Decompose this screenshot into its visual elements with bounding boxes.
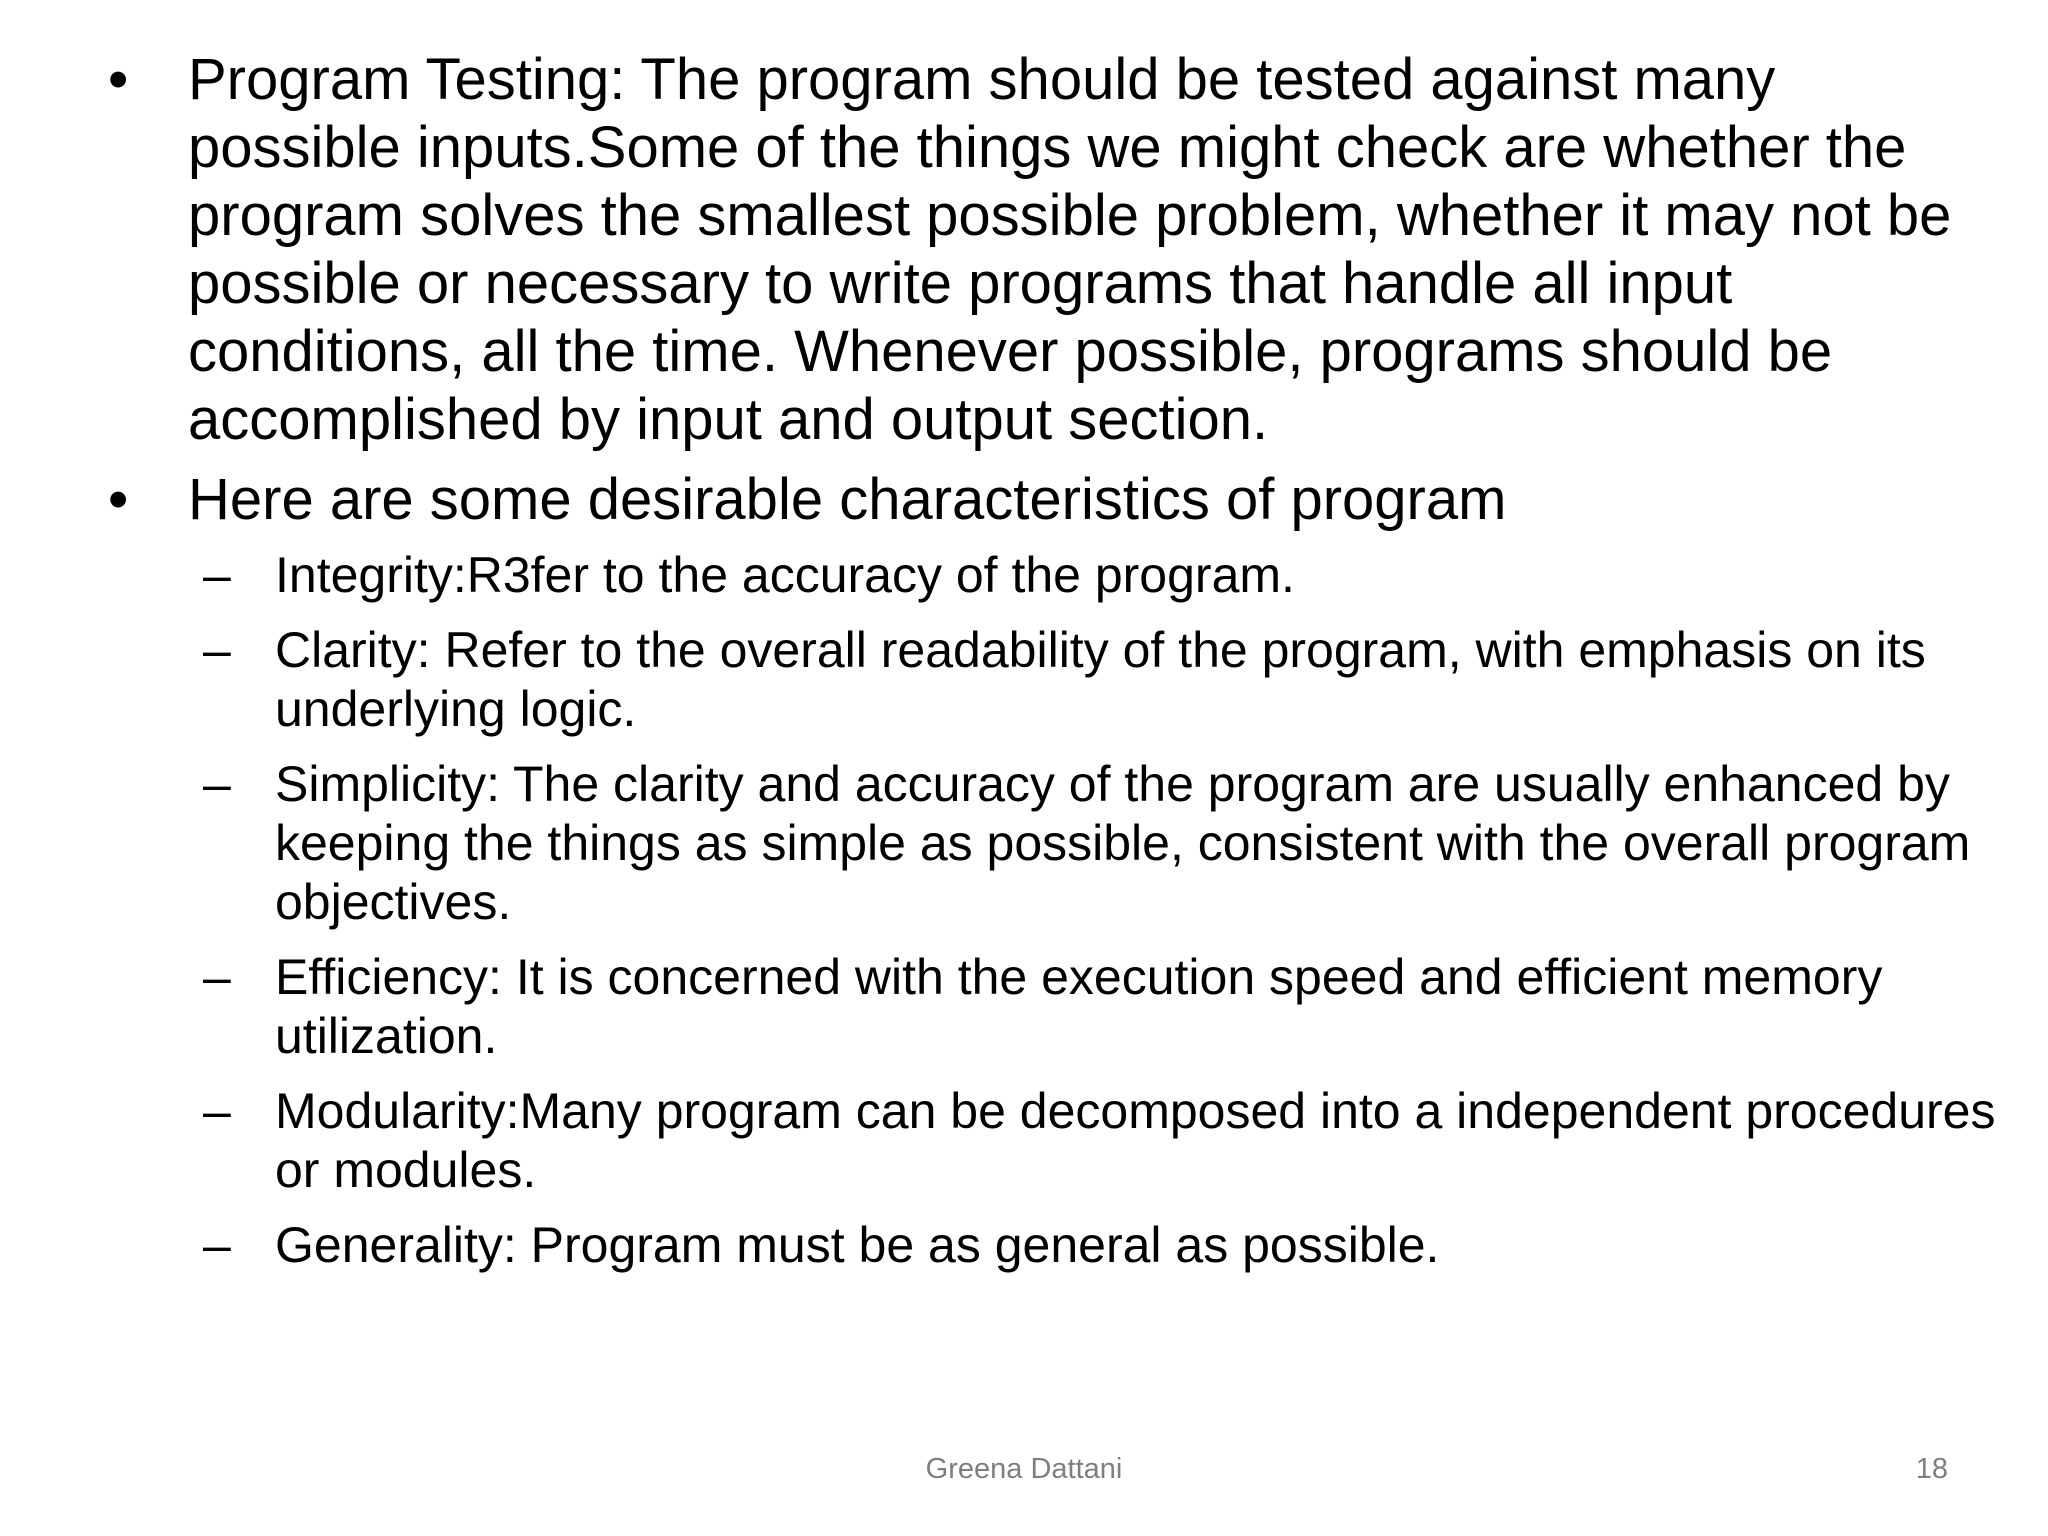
sub-item-text: Simplicity: The clarity and accuracy of the program are usually enhanced by keeping the things as simple as possible, consistent with the overall program objectives. (275, 756, 1971, 930)
bullet-text: Here are some desirable characteristics of program (188, 467, 1507, 532)
sub-item-efficiency (100, 948, 2000, 1066)
sub-item-text: Modularity:Many program can be decomposed into a independent procedures or modules. (275, 1083, 1996, 1198)
dash-marker: – (203, 1083, 231, 1139)
dash-marker: – (203, 1217, 231, 1273)
slide-body (100, 46, 2000, 1291)
characteristics-list (100, 546, 2000, 1275)
sub-item-text: Clarity: Refer to the overall readability of the program, with emphasis on its underlying logic. (275, 622, 1926, 737)
bullet-text: Program Testing: The program should be tested against many possible inputs.Some of the things we might check are whether the program solves the smallest possible problem, whether it may not be possible or necessary to write programs that handle all input conditions, all the time. Whenever possible, programs should be accomplished by input and output section. (188, 47, 1952, 452)
bullet-marker: • (108, 47, 129, 112)
sub-item-clarity (100, 621, 2000, 739)
sub-item-simplicity (100, 755, 2000, 932)
bullet-desirable-characteristics (100, 466, 2000, 534)
bullet-marker: • (108, 467, 129, 532)
dash-marker: – (203, 756, 231, 812)
sub-item-integrity (100, 546, 2000, 605)
footer-author: Greena Dattani (925, 1453, 1123, 1485)
dash-marker: – (203, 547, 231, 603)
slide-number: 18 (1915, 1453, 1948, 1485)
sub-item-text: Efficiency: It is concerned with the execution speed and efficient memory utilization. (275, 949, 1883, 1064)
sub-item-text: Integrity:R3fer to the accuracy of the program. (275, 547, 1295, 603)
sub-item-modularity (100, 1082, 2000, 1200)
sub-item-generality (100, 1216, 2000, 1275)
dash-marker: – (203, 622, 231, 678)
bullet-program-testing (100, 46, 2000, 454)
sub-item-text: Generality: Program must be as general as possible. (275, 1217, 1440, 1273)
dash-marker: – (203, 949, 231, 1005)
